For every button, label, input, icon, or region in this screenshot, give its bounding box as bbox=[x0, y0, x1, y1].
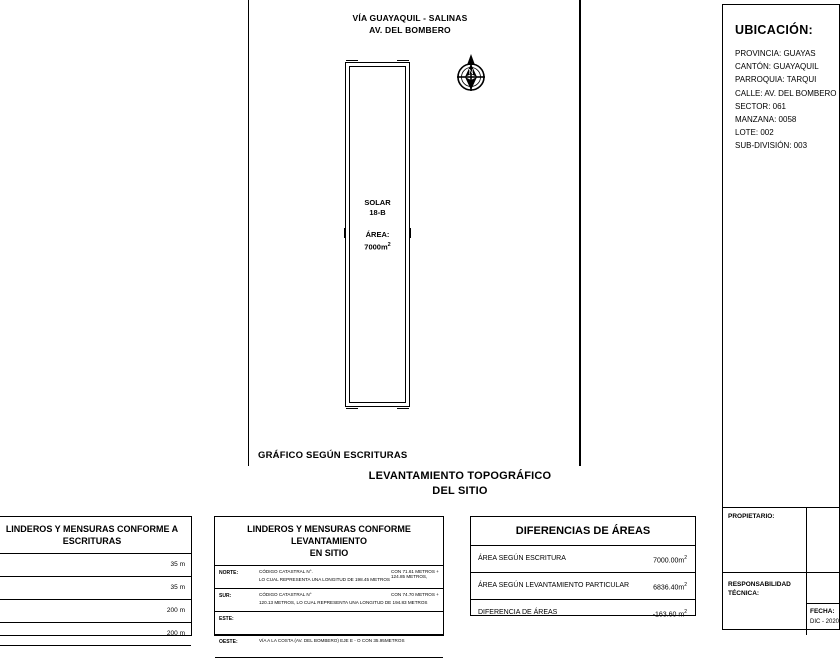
linderos-escrituras-value: 200 m bbox=[166, 607, 185, 614]
table-row bbox=[215, 612, 443, 635]
ubicacion-panel bbox=[723, 5, 839, 508]
lindero-text-2: LO CUAL REPRESENTA UNA LONGITUD DE 198.45 METROS bbox=[259, 577, 390, 582]
lindero-label-norte: NORTE: bbox=[219, 570, 239, 576]
lindero-text-1: CÓDIGO CATASTRAL N° bbox=[259, 592, 312, 597]
propietario-label: PROPIETARIO: bbox=[728, 513, 775, 520]
linderos-escrituras-title-line2: ESCRITURAS bbox=[62, 536, 122, 546]
diferencias-value: -163.60 m bbox=[652, 611, 685, 619]
table-row bbox=[0, 623, 191, 646]
fecha-panel bbox=[807, 603, 840, 635]
dimension-tick-bottom-left bbox=[346, 408, 358, 409]
propietario-panel bbox=[723, 508, 839, 573]
diferencias-areas-title: DIFERENCIAS DE ÁREAS bbox=[471, 517, 695, 546]
ubicacion-heading: UBICACIÓN: bbox=[735, 23, 813, 37]
lindero-text-2: 120.13 METROS, LO CUAL REPRESENTA UNA LONGITUD DE 194.83 METROS bbox=[259, 600, 428, 605]
diferencias-unit: 2 bbox=[684, 609, 687, 615]
road-label bbox=[260, 12, 560, 36]
lot-id-label bbox=[345, 198, 410, 218]
linderos-escrituras-value: 35 m bbox=[170, 561, 185, 568]
lot-area-label bbox=[345, 230, 410, 253]
ubicacion-field-canton: CANTÓN: GUAYAQUIL bbox=[735, 62, 819, 72]
diferencias-unit: 2 bbox=[684, 555, 687, 561]
table-row bbox=[0, 577, 191, 600]
dimension-tick-right-mid bbox=[410, 228, 411, 238]
lot-id-line1: SOLAR bbox=[364, 198, 391, 207]
caption-levantamiento-line1: LEVANTAMIENTO TOPOGRÁFICO bbox=[368, 470, 552, 482]
plan-right-rule bbox=[580, 0, 581, 466]
caption-grafico-escrituras: GRÁFICO SEGÚN ESCRITURAS bbox=[258, 450, 408, 461]
lot-id-line2: 18-B bbox=[369, 208, 386, 217]
caption-levantamiento bbox=[300, 469, 620, 499]
diferencias-areas-table bbox=[470, 516, 696, 619]
diferencias-label: ÁREA SEGÚN ESCRITURA bbox=[478, 555, 566, 562]
table-row bbox=[0, 554, 191, 577]
table-row bbox=[215, 635, 443, 658]
lindero-text-1b: CON 74.70 METROS + bbox=[391, 592, 439, 597]
linderos-levantamiento-title-line1: LINDEROS Y MENSURAS CONFORME LEVANTAMIENTO bbox=[247, 524, 411, 546]
linderos-escrituras-title bbox=[0, 517, 191, 554]
lindero-label-sur: SUR: bbox=[219, 593, 232, 599]
dimension-tick-top-left bbox=[346, 60, 358, 61]
table-row bbox=[215, 589, 443, 612]
diferencias-label: ÁREA SEGÚN LEVANTAMIENTO PARTICULAR bbox=[478, 582, 630, 589]
road-label-line1: VÍA GUAYAQUIL - SALINAS bbox=[352, 13, 468, 23]
linderos-escrituras-title-line1: LINDEROS Y MENSURAS CONFORME A bbox=[5, 524, 179, 534]
ubicacion-field-sector: SECTOR: 061 bbox=[735, 101, 786, 111]
lindero-text-1: VÍA A LA COSTA (AV. DEL BOMBERO) EJE E - O CON 35.95METROS bbox=[259, 638, 405, 643]
lot-area-value-row bbox=[345, 240, 410, 253]
compass-icon bbox=[448, 52, 494, 98]
diferencias-label: DIFERENCIA DE ÁREAS bbox=[478, 609, 558, 616]
lindero-label-oeste: OESTE: bbox=[219, 639, 238, 645]
diferencias-value-cell bbox=[653, 555, 687, 564]
linderos-levantamiento-title-line2: EN SITIO bbox=[309, 548, 349, 558]
responsabilidad-label-line1: RESPONSABILIDAD bbox=[728, 581, 791, 588]
table-row bbox=[471, 546, 695, 573]
fecha-value: DIC - 2020 bbox=[810, 619, 840, 625]
dimension-tick-top-right bbox=[397, 60, 409, 61]
lindero-text-1: CÓDIGO CATASTRAL N°. bbox=[259, 569, 313, 574]
ubicacion-field-parroquia: PARROQUIA: TARQUI bbox=[735, 75, 817, 85]
linderos-levantamiento-table bbox=[214, 516, 444, 645]
diferencias-value-cell bbox=[653, 609, 687, 618]
table-row bbox=[471, 573, 695, 600]
diferencias-value: 7000.00m bbox=[653, 557, 685, 565]
ubicacion-field-lote: LOTE: 002 bbox=[735, 128, 774, 138]
ubicacion-field-manzana: MANZANA: 0058 bbox=[735, 115, 797, 125]
caption-levantamiento-line2: DEL SITIO bbox=[432, 485, 488, 497]
lot-area-unit: 2 bbox=[387, 242, 391, 248]
lot-area-value: 7000m bbox=[364, 242, 388, 252]
ubicacion-field-provincia: PROVINCIA: GUAYAS bbox=[735, 49, 816, 58]
road-label-line2: AV. DEL BOMBERO bbox=[369, 25, 451, 35]
responsabilidad-label-line2: TÉCNICA: bbox=[728, 589, 760, 597]
lot-area-caption: ÁREA: bbox=[365, 230, 390, 239]
ubicacion-field-subdivision: SUB-DIVISIÓN: 003 bbox=[735, 141, 808, 151]
linderos-escrituras-value: 200 m bbox=[166, 630, 185, 637]
diferencias-value: 6836.40m bbox=[653, 584, 685, 592]
lindero-label-este: ESTE: bbox=[219, 616, 234, 622]
diferencias-value-cell bbox=[653, 582, 687, 591]
linderos-levantamiento-title bbox=[215, 517, 443, 566]
fecha-label: FECHA: bbox=[810, 608, 835, 615]
table-row bbox=[471, 600, 695, 626]
table-row bbox=[215, 566, 443, 589]
table-row bbox=[0, 600, 191, 623]
linderos-escrituras-table bbox=[0, 516, 192, 636]
dimension-tick-bottom-right bbox=[397, 408, 409, 409]
ubicacion-field-calle: CALLE: AV. DEL BOMBERO bbox=[735, 88, 837, 98]
diferencias-unit: 2 bbox=[684, 582, 687, 588]
linderos-escrituras-value: 35 m bbox=[170, 584, 185, 591]
lindero-text-1b: CON 71.61 METROS + 124.85 METROS, bbox=[391, 569, 439, 579]
title-block bbox=[722, 4, 840, 630]
plan-frame bbox=[248, 0, 580, 466]
svg-text:N: N bbox=[468, 69, 474, 76]
